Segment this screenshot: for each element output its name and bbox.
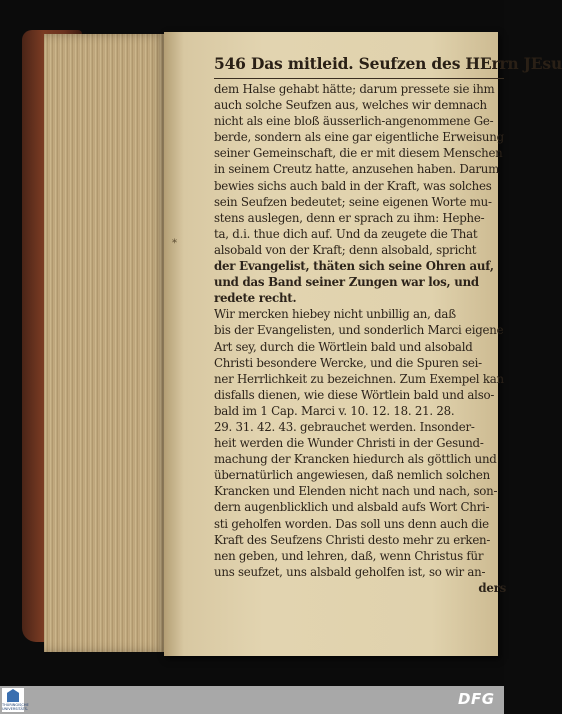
text-line: sti geholfen worden. Das soll uns denn auch die — [214, 516, 489, 531]
text-line: Wir mercken hiebey nicht unbillig an, daß — [214, 307, 456, 322]
dfg-logo[interactable]: DFG — [458, 690, 495, 708]
library-logo[interactable] — [2, 688, 29, 712]
text-line: heit werden die Wunder Christi in der Gesund- — [214, 436, 484, 451]
text-line: übernatürlich angewiesen, daß nemlich solchen — [214, 468, 490, 483]
text-line: ner Herrlichkeit zu bezeichnen. Zum Exempel kan — [214, 371, 504, 386]
text-line: nicht als eine bloß äusserlich-angenommene Ge- — [214, 114, 494, 129]
margin-mark: * — [172, 238, 177, 249]
text-line: bis der Evangelisten, und sonderlich Marci eigene — [214, 323, 504, 338]
text-line: seiner Gemeinschaft, die er mit diesem Menschen — [214, 146, 503, 161]
text-line: dem Halse gehabt hätte; darum pressete sie ihm — [214, 82, 495, 96]
library-logo-icon — [7, 689, 19, 702]
library-logo-text: THÜRINGISCHE UNIVERSITÄTS- — [2, 703, 29, 711]
text-line: Kraft des Seufzens Christi desto mehr zu erken- — [214, 532, 491, 547]
text-line: sein Seufzen bedeutet; seine eigenen Worte mu- — [214, 194, 492, 209]
text-line: Krancken und Elenden nicht nach und nach, son- — [214, 484, 498, 499]
text-line: disfalls dienen, wie diese Wörtlein bald und also- — [214, 387, 495, 402]
book-page — [164, 32, 562, 656]
text-line: in seinem Creutz hatte, anzusehen haben. Darum — [214, 162, 500, 177]
text-line: Christi besondere Wercke, und die Spuren sei- — [214, 355, 482, 370]
text-line: bald im 1 Cap. Marci v. 10. 12. 18. 21. 28. — [214, 403, 455, 418]
text-line: der Evangelist, thäten sich seine Ohren auf, — [214, 259, 494, 274]
page-edges — [44, 34, 166, 652]
catchword: ders — [478, 580, 506, 595]
text-line: machung der Krancken hiedurch als göttlich und — [214, 452, 497, 467]
viewer-footer — [0, 686, 504, 714]
text-line: 29. 31. 42. 43. gebrauchet werden. Insonder- — [214, 419, 475, 434]
text-line: stens auslegen, denn er sprach zu ihm: Hephe- — [214, 210, 485, 225]
text-line: nen geben, und lehren, daß, wenn Christus für — [214, 548, 484, 563]
text-line: dern augenblicklich und alsbald aufs Wort Chri- — [214, 500, 490, 515]
text-line: redete recht. — [214, 291, 297, 306]
text-line: Art sey, durch die Wörtlein bald und alsobald — [214, 339, 473, 354]
header-rule — [214, 78, 504, 79]
text-line: auch solche Seufzen aus, welches wir demnach — [214, 98, 487, 113]
text-line: ta, d.i. thue dich auf. Und da zeugete die That — [214, 226, 478, 241]
text-line: alsobald von der Kraft; denn alsobald, spricht — [214, 242, 477, 257]
text-line: und das Band seiner Zungen war los, und — [214, 275, 479, 290]
page-header: 546 Das mitleid. Seufzen des HErrn JEsu — [214, 54, 562, 73]
page-body — [214, 81, 506, 596]
text-line: berde, sondern als eine gar eigentliche Erweisung — [214, 130, 504, 145]
text-line: bewies sichs auch bald in der Kraft, was solches — [214, 178, 492, 193]
text-line: uns seufzet, uns alsbald geholfen ist, so wir an- — [214, 564, 486, 579]
